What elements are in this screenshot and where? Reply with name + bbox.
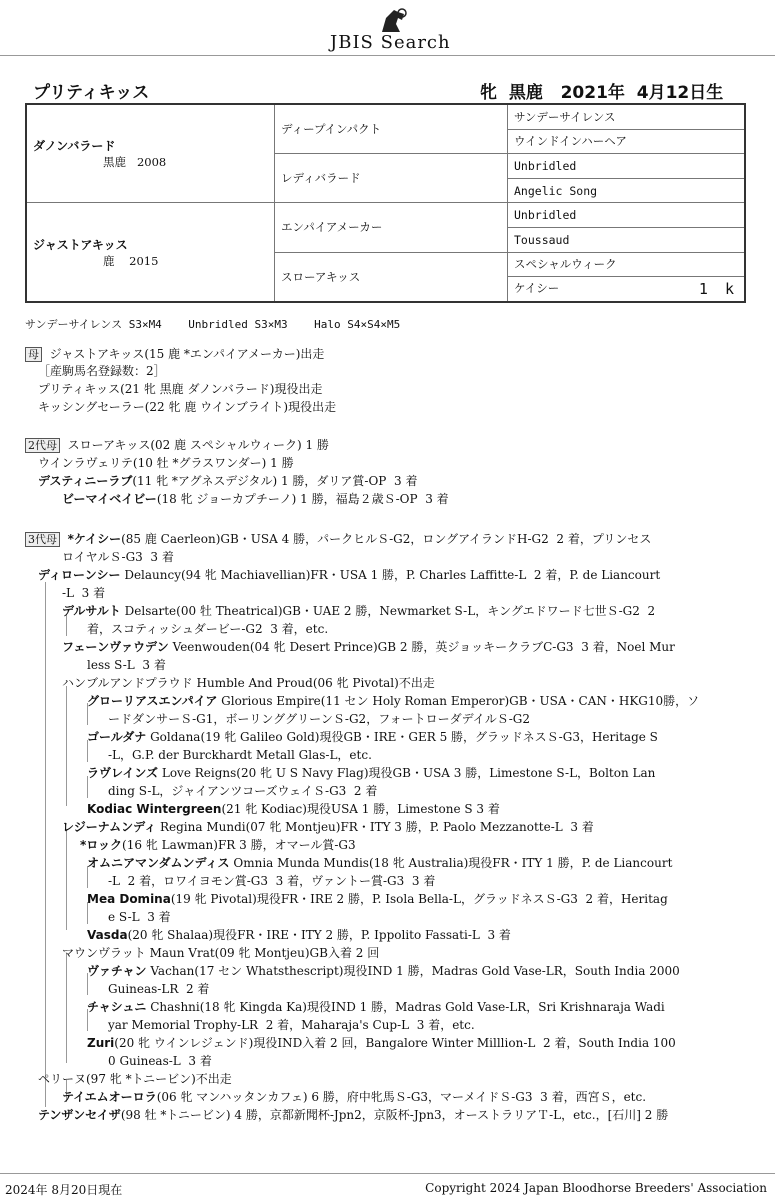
horse-info: 牝 黒鹿 2021年 4月12日生 [480,83,724,103]
record-line [62,674,435,692]
family-number: 1 k [698,279,738,298]
record-line [87,1034,676,1052]
generation-tag: 母 [25,347,42,362]
record-text: ジャストアキッス(15 鹿 *エンパイアメーカー)出走 [49,347,325,361]
horse-name-bold: テンザンセイザ [38,1108,121,1122]
record-text: (98 牡 *トニービン) 4 勝，京都新聞杯-Jpn2，京阪杯-Jpn3，オーストラリアＴ-L，etc.，[石川] 2 勝 [120,1108,669,1122]
record-line [87,854,672,872]
horse-name-bold: オムニアマンダムンディス [87,856,230,870]
header-rule [0,55,775,56]
tree-line [66,953,67,1063]
horse-name-bold: デスティニーラブ [38,474,133,488]
record-line [62,584,105,602]
record-line [87,764,655,782]
record-line [38,566,660,584]
record-line [25,530,651,549]
record-line [38,1070,232,1088]
record-line [38,380,322,398]
record-line [87,998,665,1016]
generation-tag: 2代母 [25,438,60,453]
record-text: (19 牝 Pivotal)現役FR・IRE 2 勝，P. Isola Bella-L，グラッドネスＳ-G3 2 着，Heritag [170,892,668,906]
record-line [87,800,500,818]
horse-name-bold: レジーナムンディ [62,820,157,834]
record-text: (06 牝 マンハッタンカフェ) 6 勝，府中牝馬Ｓ-G3，マーメイドＳ-G3 3 着，西宮Ｓ，etc. [156,1090,647,1104]
record-text: (16 牝 Lawman)FR 3 勝，オマール賞-G3 [122,838,356,852]
record-text: (21 牝 Kodiac)現役USA 1 勝，Limestone S 3 着 [221,802,500,816]
record-line [38,454,294,472]
horse-name-bold: フェーンヴァウデン [62,640,169,654]
horse-logo-icon [378,8,408,34]
tree-line [45,582,46,1107]
horse-name-bold: ゴールダナ [87,730,147,744]
record-line [87,890,668,908]
jbis-logo [330,8,460,54]
record-line [87,728,658,746]
record-text: -L 3 着 [62,586,106,600]
sdd-cell: Angelic Song [508,178,746,203]
record-line [87,620,328,638]
horse-name-bold: デルサルト [62,604,121,618]
record-line [108,980,209,998]
record-text: キッシングセーラー(22 牝 鹿 ウインブライト)現役出走 [38,400,337,414]
horse-name-bold: ラヴレインズ [87,766,159,780]
record-line [108,1016,475,1034]
record-text: (20 牝 Shalaa)現役FR・IRE・ITY 2 勝，P. Ippolito Fassati-L 3 着 [127,928,511,942]
record-text: Glorious Empire(11 セン Holy Roman Emperor)GB・USA・CAN・HKG10勝，ソ [217,694,700,708]
tree-line [66,830,67,930]
record-text: less S-L 3 着 [87,658,166,672]
dd-cell: スローアキッス [275,252,508,302]
record-text: Goldana(19 牝 Galileo Gold)現役GB・IRE・GER 5 勝，グラッドネスＳ-G3，Heritage S [146,730,658,744]
horse-name-bold: *ケイシー [67,532,122,546]
horse-name-bold: チャシュニ [87,1000,147,1014]
record-line [38,398,336,416]
dds-cell: スペシャルウィーク [508,252,746,277]
record-text: スローアキッス(02 鹿 スペシャルウィーク) 1 勝 [67,438,329,452]
dss-cell: Unbridled [508,203,746,228]
dam-name: ジャストアキッス [33,237,128,252]
record-line [38,362,166,380]
horse-name-bold: グローリアスエンパイア [87,694,218,708]
horse-name-bold: テイエムオーロラ [62,1090,157,1104]
record-text: Vachan(17 セン Whatsthescript)現役IND 1 勝，Madras Gold Vase-LR，South India 2000 [146,964,680,978]
record-text: Delsarte(00 牡 Theatrical)GB・UAE 2 勝，Newmarket S-L，キングエドワード七世Ｓ-G2 2 [120,604,656,618]
record-line [62,944,379,962]
sire-detail: 黒鹿 2008 [103,155,167,170]
record-text: 着，スコティッシュダービー-G2 3 着，etc. [87,622,329,636]
record-text: ロイヤルＳ-G3 3 着 [62,550,174,564]
record-line [25,436,329,455]
horse-name: プリティキッス [33,83,150,103]
record-text: ペリーヌ(97 牝 *トニービン)不出走 [38,1072,232,1086]
ss-cell: ディープインパクト [275,104,508,154]
record-line [38,1106,668,1124]
record-text: -L 2 着，ロワイヨモン賞-G3 3 着，ヴァントー賞-G3 3 着 [108,874,436,888]
footer-rule [0,1173,775,1174]
record-text: Veenwouden(04 牝 Desert Prince)GB 2 勝，英ジョッキークラブC-G3 3 着，Noel Mur [168,640,675,654]
record-text: Delauncy(94 牝 Machiavellian)FR・USA 1 勝，P. Charles Laffitte-L 2 着，P. de Liancourt [120,568,661,582]
record-line [108,908,171,926]
record-text: (20 牝 ウインレジェンド)現役IND入着 2 回，Bangalore Winter Milllion-L 2 着，South India 100 [114,1036,676,1050]
record-text: Omnia Munda Mundis(18 牝 Australia)現役FR・ITY 1 勝，P. de Liancourt [229,856,673,870]
copyright: Copyright 2024 Japan Bloodhorse Breeders' Association [425,1181,767,1195]
record-line [38,472,417,490]
sd-cell: レディバラード [275,154,508,203]
record-line [62,1088,646,1106]
dsd-cell: Toussaud [508,227,746,252]
ddd-cell [508,277,746,302]
record-line [87,962,680,980]
record-line [108,746,372,764]
record-line [108,872,435,890]
record-text: ［産駒馬名登録数：2］ [38,364,166,378]
horse-name-bold: ディローンシー [38,568,121,582]
horse-name-bold: *ロック [80,838,123,852]
inbreeding-line: サンデーサイレンス S3×M4 Unbridled S3×M3 Halo S4×S4×M5 [25,318,401,331]
record-text: yar Memorial Trophy-LR 2 着，Maharaja's Cup-L 3 着，etc. [108,1018,475,1032]
record-text: マウンヴラット Maun Vrat(09 牝 Montjeu)GB入着 2 回 [62,946,380,960]
record-text: プリティキッス(21 牝 黒鹿 ダノンバラード)現役出走 [38,382,323,396]
record-text: 0 Guineas-L 3 着 [108,1054,212,1068]
record-line [80,836,356,854]
horse-name-bold: Vasda [87,928,128,942]
record-text: (85 鹿 Caerleon)GB・USA 4 勝，パークヒルＳ-G2，ロングアイランドH-G2 2 着，プリンセス [121,532,652,546]
horse-name-bold: ヴァチャン [87,964,147,978]
record-line [62,602,655,620]
record-text: (18 牝 ジョーカプチーノ) 1 勝，福島２歳Ｓ-OP 3 着 [156,492,449,506]
horse-name-bold: ビーマイベイビー [62,492,157,506]
record-line [87,692,699,710]
record-line [62,638,675,656]
ds-cell: エンパイアメーカー [275,203,508,252]
record-line [108,782,377,800]
horse-name-bold: Zuri [87,1036,115,1050]
horse-name-bold: Mea Domina [87,892,171,906]
sds-cell: Unbridled [508,154,746,179]
pedigree-table [25,103,746,303]
logo-text: JBIS Search [330,32,451,53]
sire-name: ダノンバラード [33,139,116,154]
record-text: e S-L 3 着 [108,910,171,924]
as-of-date: 2024年 8月20日現在 [5,1183,123,1197]
dam-cell [26,203,275,302]
record-text: -L，G.P. der Burckhardt Metall Glas-L，etc. [108,748,372,762]
record-line [62,818,594,836]
dam-detail: 鹿 2015 [103,253,159,268]
record-line [108,710,530,728]
horse-name-bold: Kodiac Wintergreen [87,802,222,816]
sire-cell [26,104,275,203]
record-text: ハンブルアンドプラウド Humble And Proud(06 牝 Pivotal)不出走 [62,676,435,690]
record-text: (11 牝 *アグネスデジタル) 1 勝，ダリア賞-OP 3 着 [132,474,418,488]
generation-tag: 3代母 [25,532,60,547]
record-text: ウインラヴェリテ(10 牡 *グラスワンダー) 1 勝 [38,456,294,470]
ddd-name: ケイシー [514,280,560,295]
sss-cell: サンデーサイレンス [508,104,746,129]
record-text: Love Reigns(20 牝 U S Navy Flag)現役GB・USA 3 勝，Limestone S-L，Bolton Lan [158,766,656,780]
record-text: ードダンサーＳ-G1，ボーリンググリーンＳ-G2，フォートローダデイルＳ-G2 [108,712,531,726]
record-line [108,1052,212,1070]
record-line [87,926,511,944]
record-text: Regina Mundi(07 牝 Montjeu)FR・ITY 3 勝，P. Paolo Mezzanotte-L 3 着 [156,820,594,834]
record-line [62,548,174,566]
record-line [87,656,166,674]
record-line [62,490,449,508]
record-text: Guineas-LR 2 着 [108,982,210,996]
ssd-cell: ウインドインハーヘア [508,129,746,154]
tree-line [66,686,67,806]
record-text: Chashni(18 牝 Kingda Ka)現役IND 1 勝，Madras Gold Vase-LR，Sri Krishnaraja Wadi [146,1000,665,1014]
record-text: ding S-L，ジャイアンツコーズウェイＳ-G3 2 着 [108,784,378,798]
